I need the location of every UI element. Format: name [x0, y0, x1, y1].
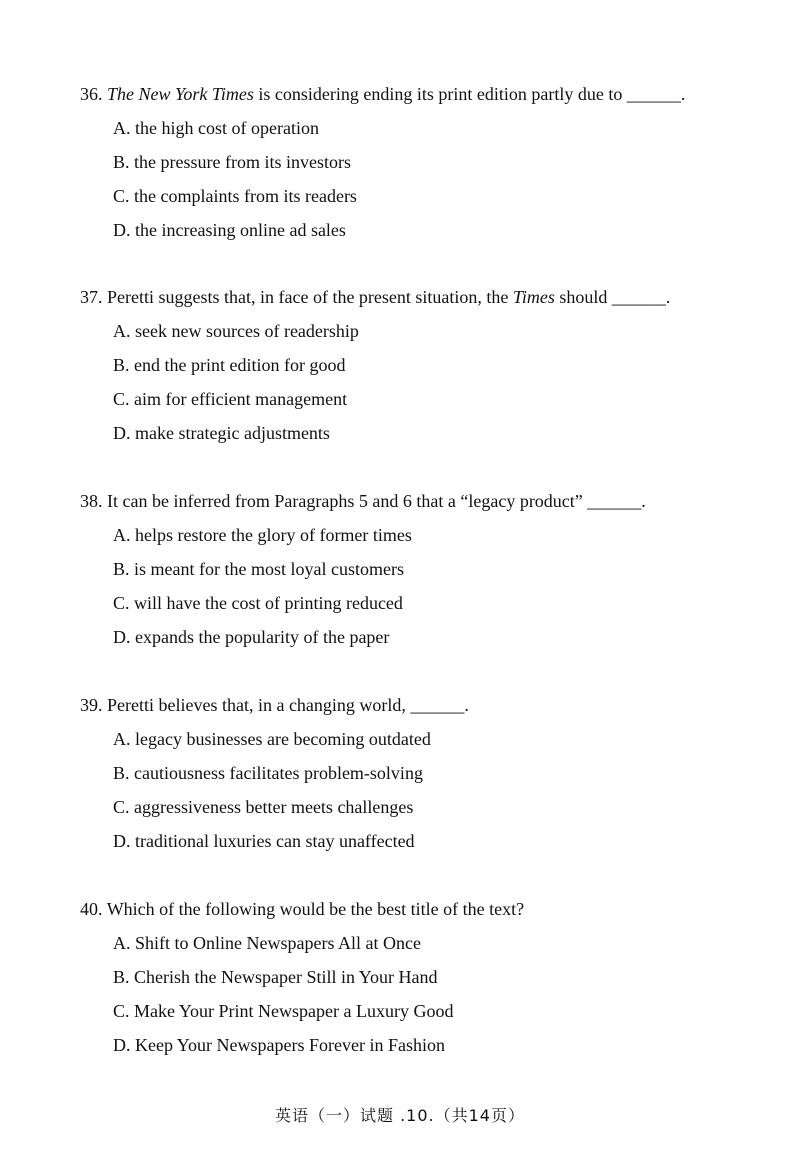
question-36 [80, 83, 740, 253]
option-a: A. the high cost of operation [113, 118, 319, 138]
stem-text: It can be inferred from Paragraphs 5 and 6 that a “legacy product” ______. [107, 491, 646, 511]
option-d: D. expands the popularity of the paper [113, 627, 390, 647]
question-number: 39. [80, 695, 103, 715]
option-a: A. seek new sources of readership [113, 321, 359, 341]
stem-text: Which of the following would be the best title of the text? [106, 899, 525, 919]
options-list [80, 932, 740, 1056]
option-a: A. legacy businesses are becoming outdated [113, 729, 431, 749]
option-c: C. aggressiveness better meets challenges [113, 797, 414, 817]
question-number: 38. [80, 491, 103, 511]
options-list [80, 117, 740, 241]
option-b: B. end the print edition for good [113, 355, 346, 375]
option-c: C. aim for efficient management [113, 389, 348, 409]
stem-italic: Times [512, 287, 555, 307]
question-number: 36. [80, 84, 103, 104]
option-a: A. Shift to Online Newspapers All at Once [113, 933, 421, 953]
option-b: B. the pressure from its investors [113, 152, 351, 172]
question-stem [80, 898, 740, 920]
option-d: D. the increasing online ad sales [113, 220, 346, 240]
stem-text-end: should ______. [554, 287, 671, 307]
stem-text: is considering ending its print edition partly due to ______. [253, 84, 686, 104]
option-c: C. will have the cost of printing reduced [113, 593, 403, 613]
option-b: B. cautiousness facilitates problem-solving [113, 763, 423, 783]
option-d: D. make strategic adjustments [113, 423, 330, 443]
question-40 [80, 898, 740, 1068]
question-stem [80, 83, 740, 105]
option-a: A. helps restore the glory of former times [113, 525, 412, 545]
question-stem [80, 286, 740, 308]
option-b: B. is meant for the most loyal customers [113, 559, 404, 579]
question-37 [80, 286, 740, 456]
stem-text: Peretti believes that, in a changing world, ______. [107, 695, 469, 715]
option-b: B. Cherish the Newspaper Still in Your Hand [113, 967, 438, 987]
page-footer: 英语（一）试题 .10.（共14页） [275, 1106, 525, 1125]
stem-text: Peretti suggests that, in face of the present situation, the [107, 287, 513, 307]
option-d: D. Keep Your Newspapers Forever in Fashion [113, 1035, 445, 1055]
stem-italic: The New York Times [107, 84, 254, 104]
option-c: C. Make Your Print Newspaper a Luxury Good [113, 1001, 454, 1021]
options-list [80, 524, 740, 648]
question-39 [80, 694, 740, 864]
options-list [80, 728, 740, 852]
question-stem [80, 490, 740, 512]
question-38 [80, 490, 740, 660]
options-list [80, 320, 740, 444]
question-number: 37. [80, 287, 103, 307]
question-stem [80, 694, 740, 716]
option-d: D. traditional luxuries can stay unaffected [113, 831, 415, 851]
question-number: 40. [80, 899, 103, 919]
option-c: C. the complaints from its readers [113, 186, 357, 206]
